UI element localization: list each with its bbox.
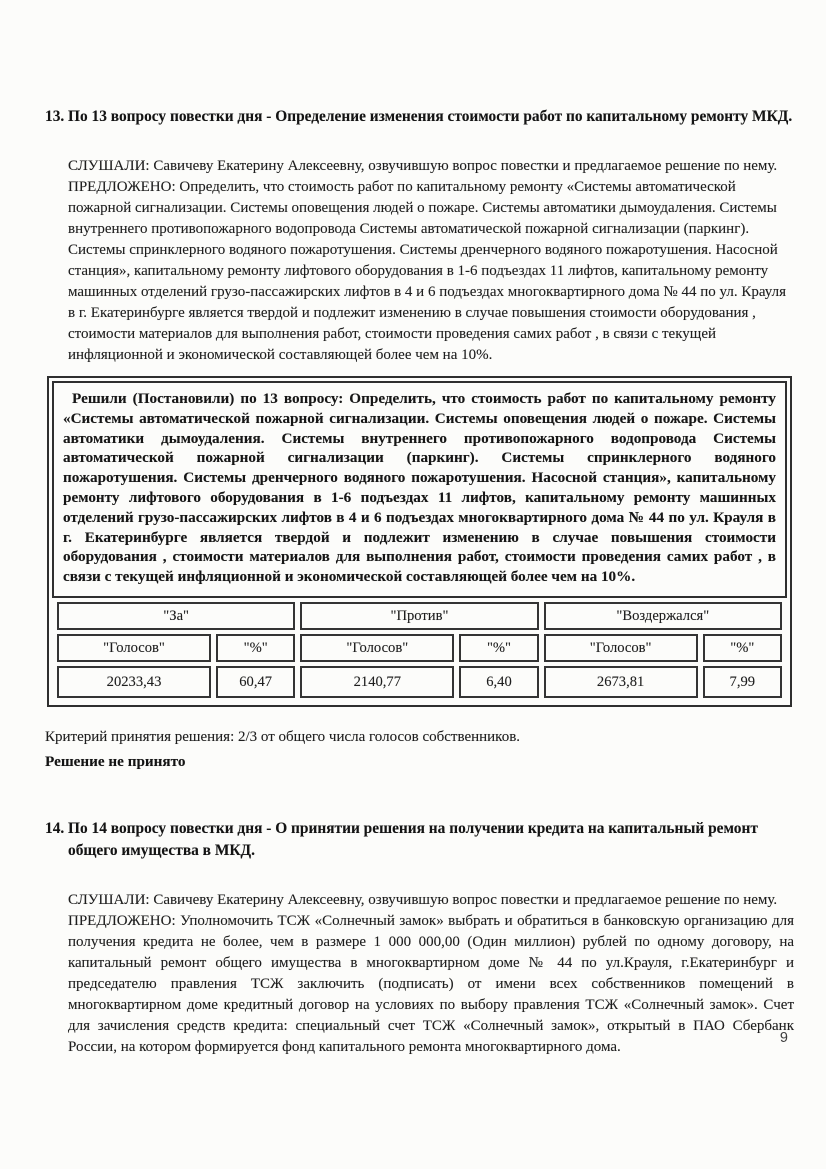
vote-subheader-row [57,634,782,662]
item13-slushali: СЛУШАЛИ: Савичеву Екатерину Алексеевну, озвучившую вопрос повестки и предлагаемое решение по нему. [68,158,778,174]
votes-value-vozderzhalsya: 2673,81 [544,666,698,698]
vote-option-za: "За" [57,602,295,630]
vote-values-row [57,666,782,698]
percent-value-vozderzhalsya: 7,99 [703,666,782,698]
percent-value-za: 60,47 [216,666,295,698]
item14-predlozheno: ПРЕДЛОЖЕНО: Уполномочить ТСЖ «Солнечный замок» выбрать и обратиться в банковскую организацию для получения кредита не более, чем в размере 1 000 000,00 (Один миллион) рублей по одному договору, на капитальный ремонт общего имущества в многоквартирном доме № 44 по ул.Крауля, г.Екатеринбург и председателю правления ТСЖ заключить (подписать) от имени всех собственников помещений в многоквартирном доме кредитный договор на условиях по выбору правления ТСЖ «Солнечный замок». Счет для зачисления средств кредита: специальный счет ТСЖ «Солнечный замок», открытый в ПАО Сбербанк России, на котором формируется фонд капитального ремонта многоквартирного дома. [68,912,794,1055]
votes-header-za: "Голосов" [57,634,211,662]
percent-header-za: "%" [216,634,295,662]
item14-heading: По 14 вопросу повестки дня - О принятии решения на получении кредита на капитальный ремонт общего имущества в МКД. [68,819,758,859]
item13-resolution-text: Решили (Постановили) по 13 вопросу: Определить, что стоимость работ по капитальному ремонту «Системы автоматической пожарной сигнализации. Системы оповещения людей о пожаре. Системы автоматики дымоудаления. Системы внутреннего противопожарного водопровода Системы автоматической пожарной сигнализации (паркинг). Системы спринклерного водяного пожаротушения. Системы дренчерного водяного пожаротушения. Насосной станция», капитальному ремонту лифтового оборудования в 1-6 подъездах 11 лифтов, капитальному ремонту машинных отделений грузо-пассажирских лифтов в 4 и 6 подъездах многоквартирного дома № 44 по ул. Крауля в г. Екатеринбурге является твердой и подлежит изменению в случае повышения стоимости оборудования , стоимости материалов для выполнения работ, стоимости проведения самих работ , в связи с текущей инфляционной и экономической составляющей более чем на 10%. [63,390,776,586]
item13-predlozheno: ПРЕДЛОЖЕНО: Определить, что стоимость работ по капитальному ремонту «Системы автоматической пожарной сигнализации. Системы оповещения людей о пожаре. Системы автоматики дымоудаления. Системы внутреннего противопожарного водопровода Системы автоматической пожарной сигнализации (паркинг). Системы спринклерного водяного пожаротушения. Системы дренчерного водяного пожаротушения. Насосной станция», капитальному ремонту лифтового оборудования в 1-6 подъездах 11 лифтов, капитальному ремонту машинных отделений грузо-пассажирских лифтов в 4 и 6 подъездах многоквартирного дома № 44 по ул. Крауля в г. Екатеринбурге является твердой и подлежит изменению в случае повышения стоимости оборудования , стоимости материалов для выполнения работ, стоимости проведения самих работ , в связи с текущей инфляционной и экономической составляющей более чем на 10%. [68,179,786,363]
item13-discussion [68,156,794,366]
item13-resolution-box [52,381,787,598]
item13-heading: По 13 вопросу повестки дня - Определение изменения стоимости работ по капитальному ремонту МКД. [68,108,793,125]
item13-result: Решение не принято [45,752,186,770]
item13-number: 13. [45,108,65,125]
item14-heading-row [45,818,794,862]
page-number: 9 [779,1030,788,1046]
item14-discussion [68,890,794,1058]
item13-criterion: Критерий принятия решения: 2/3 от общего числа голосов собственников. [45,728,521,745]
votes-header-vozderzhalsya: "Голосов" [544,634,698,662]
vote-option-row [57,602,782,630]
item13-vote-table [52,598,787,702]
percent-header-protiv: "%" [459,634,538,662]
item13-resolution-block [47,376,792,707]
vote-option-vozderzhalsya: "Воздержался" [544,602,782,630]
agenda-item-14 [45,818,794,1058]
item13-heading-row [45,106,794,128]
percent-value-protiv: 6,40 [459,666,538,698]
agenda-item-13 [45,106,794,772]
percent-header-vozderzhalsya: "%" [703,634,782,662]
item14-number: 14. [45,819,65,837]
vote-option-protiv: "Против" [300,602,538,630]
item14-slushali: СЛУШАЛИ: Савичеву Екатерину Алексеевну, озвучившую вопрос повестки и предлагаемое решение по нему. [68,891,778,908]
votes-value-protiv: 2140,77 [300,666,454,698]
votes-header-protiv: "Голосов" [300,634,454,662]
votes-value-za: 20233,43 [57,666,211,698]
